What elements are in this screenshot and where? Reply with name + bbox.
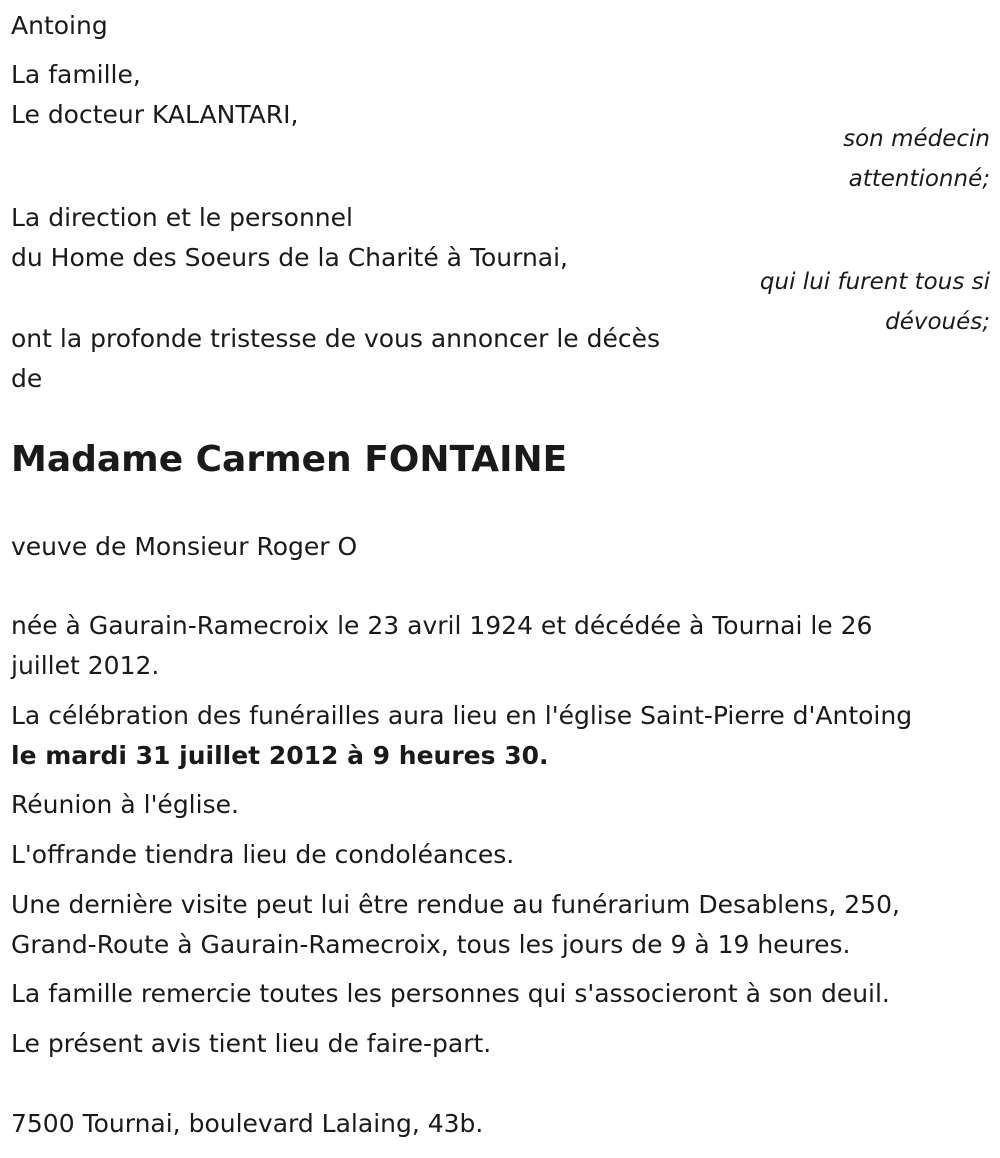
signatory-doctor: Le docteur KALANTARI, (11, 100, 299, 129)
thanks-text: La famille remercie toutes les personnes qui s'associeront à son deuil. (11, 979, 890, 1008)
birth-death-line2: juillet 2012. (11, 651, 160, 680)
funeral-line1: La célébration des funérailles aura lieu en l'église Saint-Pierre d'Antoing (11, 701, 913, 730)
funeral-datetime: le mardi 31 juillet 2012 à 9 heures 30. (11, 741, 549, 770)
signatory-family: La famille, (11, 60, 141, 89)
direction-note-line2: dévoués; (885, 309, 990, 335)
offering-text: L'offrande tiendra lieu de condoléances. (11, 840, 515, 869)
announcement-line1: ont la profonde tristesse de vous annoncer le décès (11, 324, 661, 353)
birth-death-line1: née à Gaurain-Ramecroix le 23 avril 1924 et décédée à Tournai le 26 (11, 611, 873, 640)
doctor-note-line1: son médecin (843, 126, 990, 152)
location-text: Antoing (11, 11, 108, 40)
meeting-text: Réunion à l'église. (11, 790, 239, 819)
signatory-direction-line2: du Home des Soeurs de la Charité à Tournai, (11, 243, 569, 272)
direction-note-line1: qui lui furent tous si (759, 269, 990, 295)
visit-line1: Une dernière visite peut lui être rendue au funérarium Desablens, 250, (11, 890, 900, 919)
notice-text: Le présent avis tient lieu de faire-part. (11, 1029, 492, 1058)
visit-line2: Grand-Route à Gaurain-Ramecroix, tous les jours de 9 à 19 heures. (11, 930, 851, 959)
doctor-note-line2: attentionné; (848, 166, 990, 192)
announcement-line2: de (11, 364, 43, 393)
signatory-direction-line1: La direction et le personnel (11, 203, 353, 232)
deceased-name: Madame Carmen FONTAINE (11, 439, 568, 480)
widow-of-text: veuve de Monsieur Roger O (11, 532, 358, 561)
address-text: 7500 Tournai, boulevard Lalaing, 43b. (11, 1109, 484, 1138)
